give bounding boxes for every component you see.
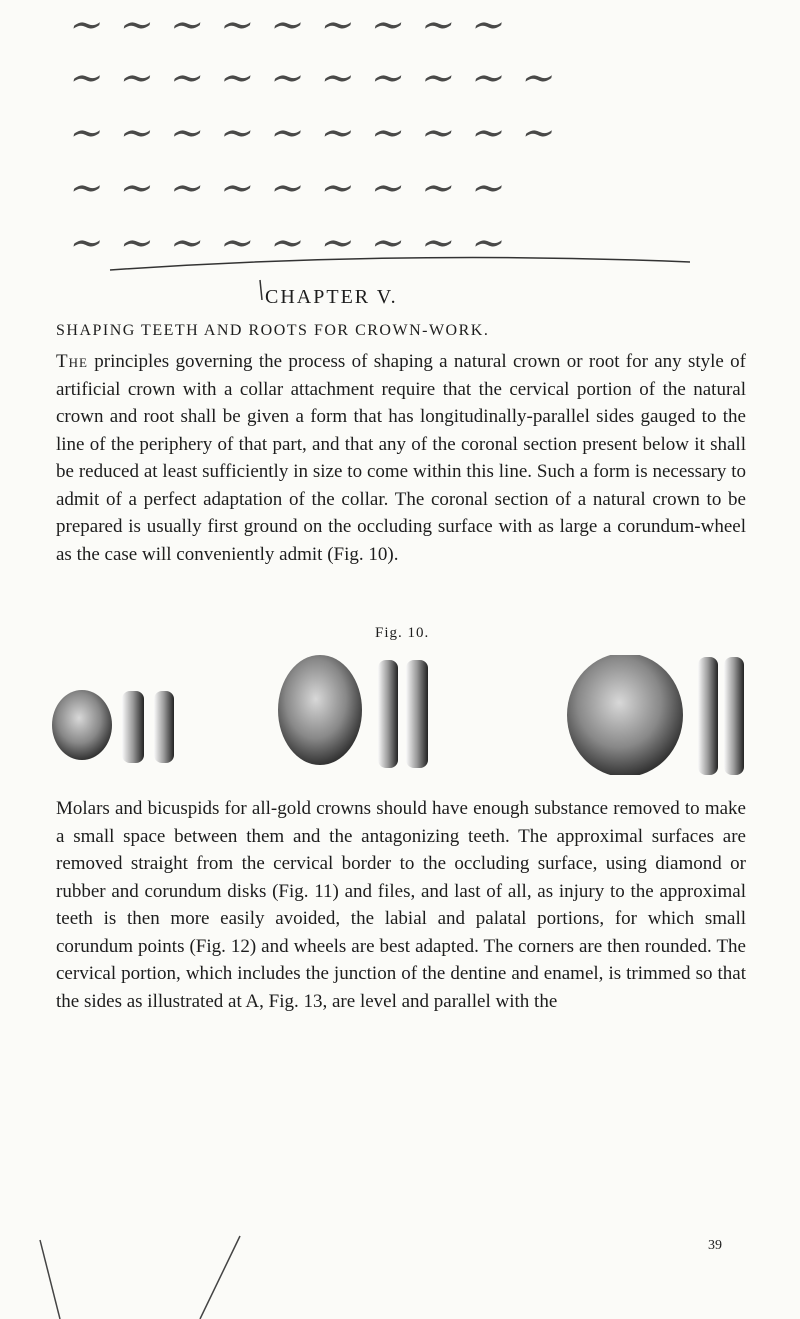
handwritten-annotations bbox=[0, 0, 800, 300]
figure-corundum-wheels bbox=[50, 655, 750, 775]
handwriting-line: ~ ~ ~ ~ ~ ~ ~ ~ ~ bbox=[65, 2, 513, 48]
paragraph-1 bbox=[56, 348, 746, 568]
wheel-small bbox=[52, 690, 174, 763]
paragraph-lead-word: The bbox=[56, 351, 88, 372]
paragraph-2: Molars and bicuspids for all-gold crowns should have enough substance removed to make a small space between them and the antagonizing teeth. The approximal surfaces are removed straight from the cervical border to the occluding surface, using diamond or rubber and corundum disks (Fig. 11) and files, and last of all, as injury to the approximal teeth is then more easily avoided, the labial and palatal portions, for which small corundum points (Fig. 12) and wheels are best adapted. The corners are then rounded. The cervical portion, which includes the junction of the dentine and enamel, is trimmed so that the sides as illustrated at A, Fig. 13, are level and parallel with the bbox=[56, 798, 746, 1012]
handwriting-line: ~ ~ ~ ~ ~ ~ ~ ~ ~ bbox=[65, 165, 513, 211]
handwriting-line: ~ ~ ~ ~ ~ ~ ~ ~ ~ ~ bbox=[65, 110, 563, 156]
wheel-large bbox=[567, 655, 744, 775]
chapter-heading: CHAPTER V. bbox=[265, 286, 398, 308]
paragraph-1-text: principles governing the process of shaping a natural crown or root for any style of artificial crown with a collar attachment require that the cervical portion of the natural crown and root shall be given a form that has longitudinally-parallel sides gauged to the line of the periphery of that part, and that any of the coronal section present below it shall be reduced at least sufficiently in size to come within this line. Such a form is necessary to admit of a perfect adaptation of the collar. The coronal section of a natural crown to be prepared is usually first ground on the occluding surface with as large a corundum-wheel as the case will conveniently admit (Fig. 10). bbox=[56, 351, 746, 565]
wheel-medium bbox=[278, 655, 428, 768]
page-number: 39 bbox=[708, 1238, 722, 1253]
figure-caption: Fig. 10. bbox=[375, 625, 430, 641]
handwriting-line: ~ ~ ~ ~ ~ ~ ~ ~ ~ ~ bbox=[65, 55, 563, 101]
section-title: SHAPING TEETH AND ROOTS FOR CROWN-WORK. bbox=[56, 322, 490, 339]
handwriting-line: ~ ~ ~ ~ ~ ~ ~ ~ ~ bbox=[65, 220, 513, 266]
pen-strokes bbox=[0, 0, 800, 300]
